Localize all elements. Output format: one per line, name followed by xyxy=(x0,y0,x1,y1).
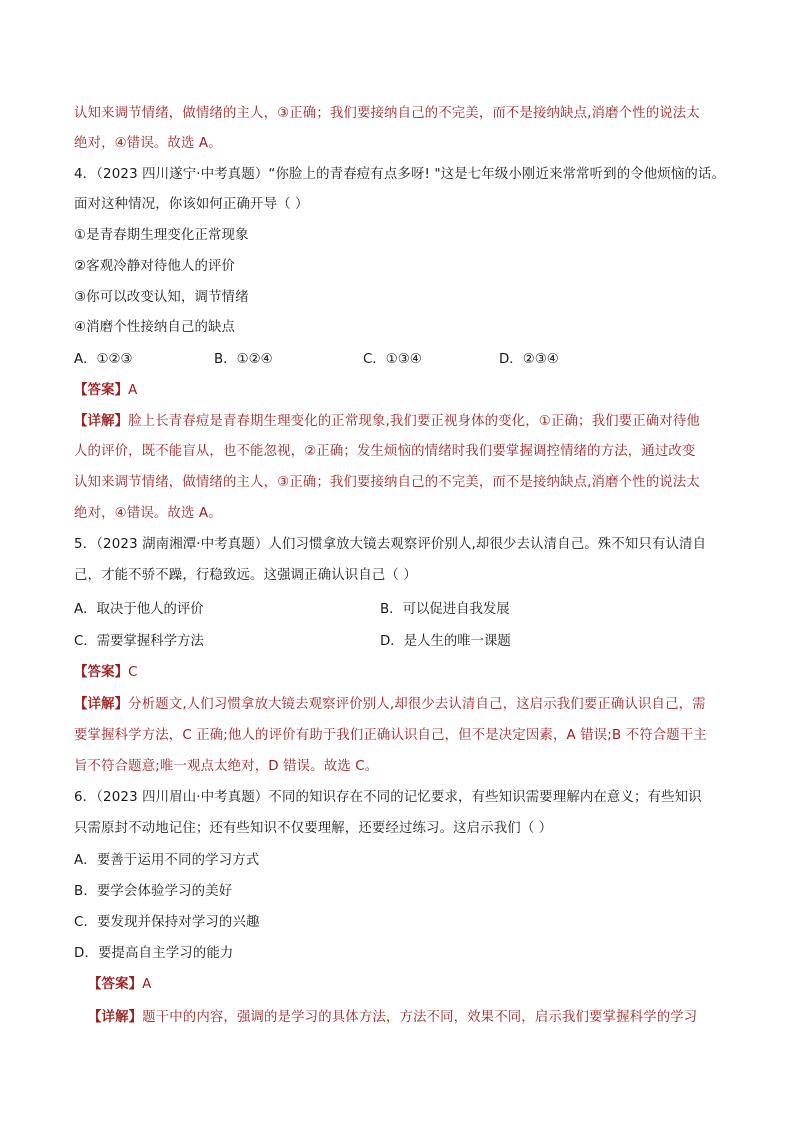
q6-answer-value: A xyxy=(142,977,152,992)
q5-option-d: D．是人生的唯一课题 xyxy=(380,634,511,649)
q6-option-d: D．要提高自主学习的能力 xyxy=(74,946,234,961)
q4-item-4: ④消磨个性接纳自己的缺点 xyxy=(74,320,236,335)
q4-detail-line-1 xyxy=(74,412,700,432)
q4-item-3: ③你可以改变认知，调节情绪 xyxy=(74,290,249,305)
q5-option-b: B．可以促进自我发展 xyxy=(380,602,510,617)
q6-stem-text: 不同的知识存在不同的记忆要求，有些知识需要理解内在意义；有些知识 xyxy=(268,790,702,805)
q4-option-c: C．①③④ xyxy=(363,352,422,367)
q4-answer-tag: 【答案】 xyxy=(74,383,129,398)
q5-detail-line-3: 旨不符合题意;唯一观点太绝对，D 错误。故选 C。 xyxy=(74,759,379,774)
q4-option-b: B．①②④ xyxy=(214,352,273,367)
q4-answer xyxy=(74,381,137,401)
q4-detail-text-1: 脸上长青春痘是青春期生理变化的正常现象,我们要正视身体的变化，①正确；我们要正确对待他 xyxy=(128,414,700,429)
q4-option-d: D．②③④ xyxy=(499,352,559,367)
q4-answer-value: A xyxy=(128,383,138,398)
q6-detail-text-1: 题干中的内容，强调的是学习的具体方法，方法不同，效果不同，启示我们要掌握科学的学习 xyxy=(142,1010,698,1025)
q6-number: 6． xyxy=(74,790,97,805)
q5-source: （2023 湖南湘潭·中考真题） xyxy=(96,537,269,552)
q5-stem-line-1 xyxy=(74,535,706,555)
q4-item-2: ②客观冷静对待他人的评价 xyxy=(74,259,236,274)
q4-option-a: A．①②③ xyxy=(74,352,133,367)
q3-detail-line-2: 绝对，④错误。故选 A。 xyxy=(74,136,222,151)
q6-answer-tag: 【答案】 xyxy=(88,977,143,992)
q4-stem-line-2: 面对这种情况，你该如何正确开导（ ） xyxy=(74,197,309,212)
q4-detail-line-2: 人的评价，既不能盲从，也不能忽视，②正确；发生烦恼的情绪时我们要掌握调控情绪的方法，通过改变 xyxy=(74,444,696,459)
q6-answer xyxy=(88,975,151,995)
q5-number: 5． xyxy=(74,537,97,552)
q4-detail-line-3: 认知来调节情绪，做情绪的主人，③正确；我们要接纳自己的不完美，而不是接纳缺点,消磨个性的说法太 xyxy=(74,475,700,490)
q3-detail-line-1: 认知来调节情绪，做情绪的主人，③正确；我们要接纳自己的不完美，而不是接纳缺点,消磨个性的说法太 xyxy=(74,106,700,121)
q4-stem-text: “你脸上的青春痘有点多呀! "这是七年级小刚近来常常听到的令他烦恼的话。 xyxy=(268,167,726,182)
q5-detail-line-2: 要掌握科学方法，C 正确;他人的评价有助于我们正确认识自己，但不是决定因素，A 错误;B 不符合题干主 xyxy=(74,728,707,743)
q4-item-1: ①是青春期生理变化正常现象 xyxy=(74,228,249,243)
q5-stem-text: 人们习惯拿放大镜去观察评价别人,却很少去认清自己。殊不知只有认清自 xyxy=(268,537,707,552)
q5-answer-value: C xyxy=(128,665,138,680)
q4-number: 4． xyxy=(74,167,97,182)
q6-source: （2023 四川眉山·中考真题） xyxy=(96,790,269,805)
q6-option-a: A．要善于运用不同的学习方式 xyxy=(74,853,260,868)
q5-detail-line-1 xyxy=(74,695,706,715)
q5-option-a: A．取决于他人的评价 xyxy=(74,602,204,617)
q5-stem-line-2: 己，才能不骄不躁，行稳致远。这强调正确认识自己（ ） xyxy=(74,568,417,583)
q4-stem-line-1 xyxy=(74,165,725,185)
q5-option-c: C．需要掌握科学方法 xyxy=(74,634,204,649)
q6-stem-line-1 xyxy=(74,788,702,808)
q5-detail-text-1: 分析题文,人们习惯拿放大镜去观察评价别人,却很少去认清自己，这启示我们要正确认识自己，需 xyxy=(128,697,706,712)
q6-stem-line-2: 只需原封不动地记住；还有些知识不仅要理解，还要经过练习。这启示我们（ ） xyxy=(74,821,553,836)
q4-detail-line-4: 绝对，④错误。故选 A。 xyxy=(74,506,222,521)
q5-detail-tag: 【详解】 xyxy=(74,697,129,712)
q4-source: （2023 四川遂宁·中考真题） xyxy=(96,167,269,182)
q6-option-c: C．要发现并保持对学习的兴趣 xyxy=(74,915,260,930)
q5-answer xyxy=(74,663,138,683)
q5-answer-tag: 【答案】 xyxy=(74,665,129,680)
q4-detail-tag: 【详解】 xyxy=(74,414,129,429)
q6-detail-tag: 【详解】 xyxy=(88,1010,143,1025)
q6-detail-line-1 xyxy=(88,1008,697,1028)
q6-option-b: B．要学会体验学习的美好 xyxy=(74,884,233,899)
